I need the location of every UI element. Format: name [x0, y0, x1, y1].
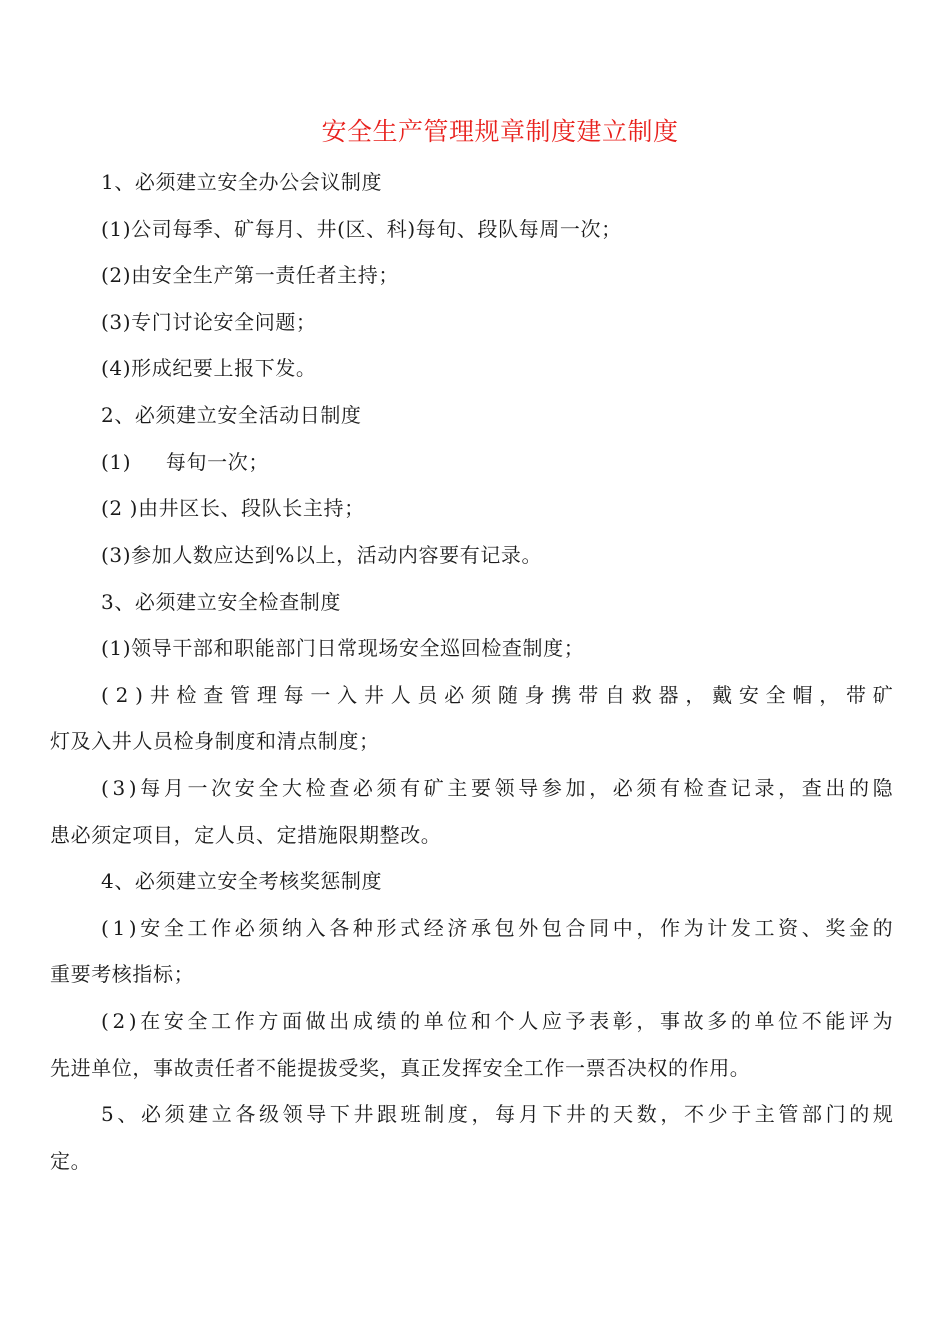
paragraph-line: (2)由安全生产第一责任者主持；: [101, 263, 399, 287]
paragraph-line: 先进单位，事故责任者不能提拔受奖，真正发挥安全工作一票否决权的作用。: [50, 1056, 751, 1080]
paragraph-line: 灯及入井人员检身制度和清点制度；: [50, 729, 380, 753]
paragraph-line-justified: ( 1 ) 安 全 工 作 必 须 纳 入 各 种 形 式 经 济 承 包 外 包 合 同 中 ， 作 为 计 发 工 资 、 奖 金 的: [101, 916, 893, 940]
paragraph-line: (1) 每旬一次；: [101, 450, 269, 474]
document-title: 安全生产管理规章制度建立制度: [321, 117, 679, 146]
section-heading-3: 3、必须建立安全检查制度: [101, 590, 341, 614]
paragraph-line: 患必须定项目，定人员、定措施限期整改。: [50, 823, 442, 847]
paragraph-line: (3)参加人数应达到%以上，活动内容要有记录。: [101, 543, 543, 567]
section-heading-1: 1、必须建立安全办公会议制度: [101, 170, 383, 194]
section-heading-5: 5 、 必 须 建 立 各 级 领 导 下 井 跟 班 制 度 ， 每 月 下 井 的 天 数 ， 不 少 于 主 管 部 门 的 规: [101, 1102, 893, 1126]
paragraph-line-justified: ( 2 ) 在 安 全 工 作 方 面 做 出 成 绩 的 单 位 和 个 人 应 予 表 彰 ， 事 故 多 的 单 位 不 能 评 为: [101, 1009, 893, 1033]
paragraph-line: (1)公司每季、矿每月、井(区、科)每旬、段队每周一次；: [101, 217, 622, 241]
section-heading-2: 2、必须建立安全活动日制度: [101, 403, 362, 427]
section-heading-4: 4、必须建立安全考核奖惩制度: [101, 869, 383, 893]
paragraph-line: (4)形成纪要上报下发。: [101, 356, 317, 380]
paragraph-line: 重要考核指标；: [50, 962, 195, 986]
paragraph-line: (3)专门讨论安全问题；: [101, 310, 317, 334]
paragraph-line: (1)领导干部和职能部门日常现场安全巡回检查制度；: [101, 636, 585, 660]
paragraph-line-justified: ( 3 ) 每 月 一 次 安 全 大 检 查 必 须 有 矿 主 要 领 导 参 加 ， 必 须 有 检 查 记 录 ， 查 出 的 隐: [101, 776, 893, 800]
paragraph-line-justified: ( 2 ) 井 检 查 管 理 每 一 入 井 人 员 必 须 随 身 携 带 自 救 器 ， 戴 安 全 帽 ， 带 矿: [101, 683, 893, 707]
paragraph-line: (2 )由井区长、段队长主持；: [101, 496, 365, 520]
paragraph-line: 定。: [50, 1149, 92, 1173]
